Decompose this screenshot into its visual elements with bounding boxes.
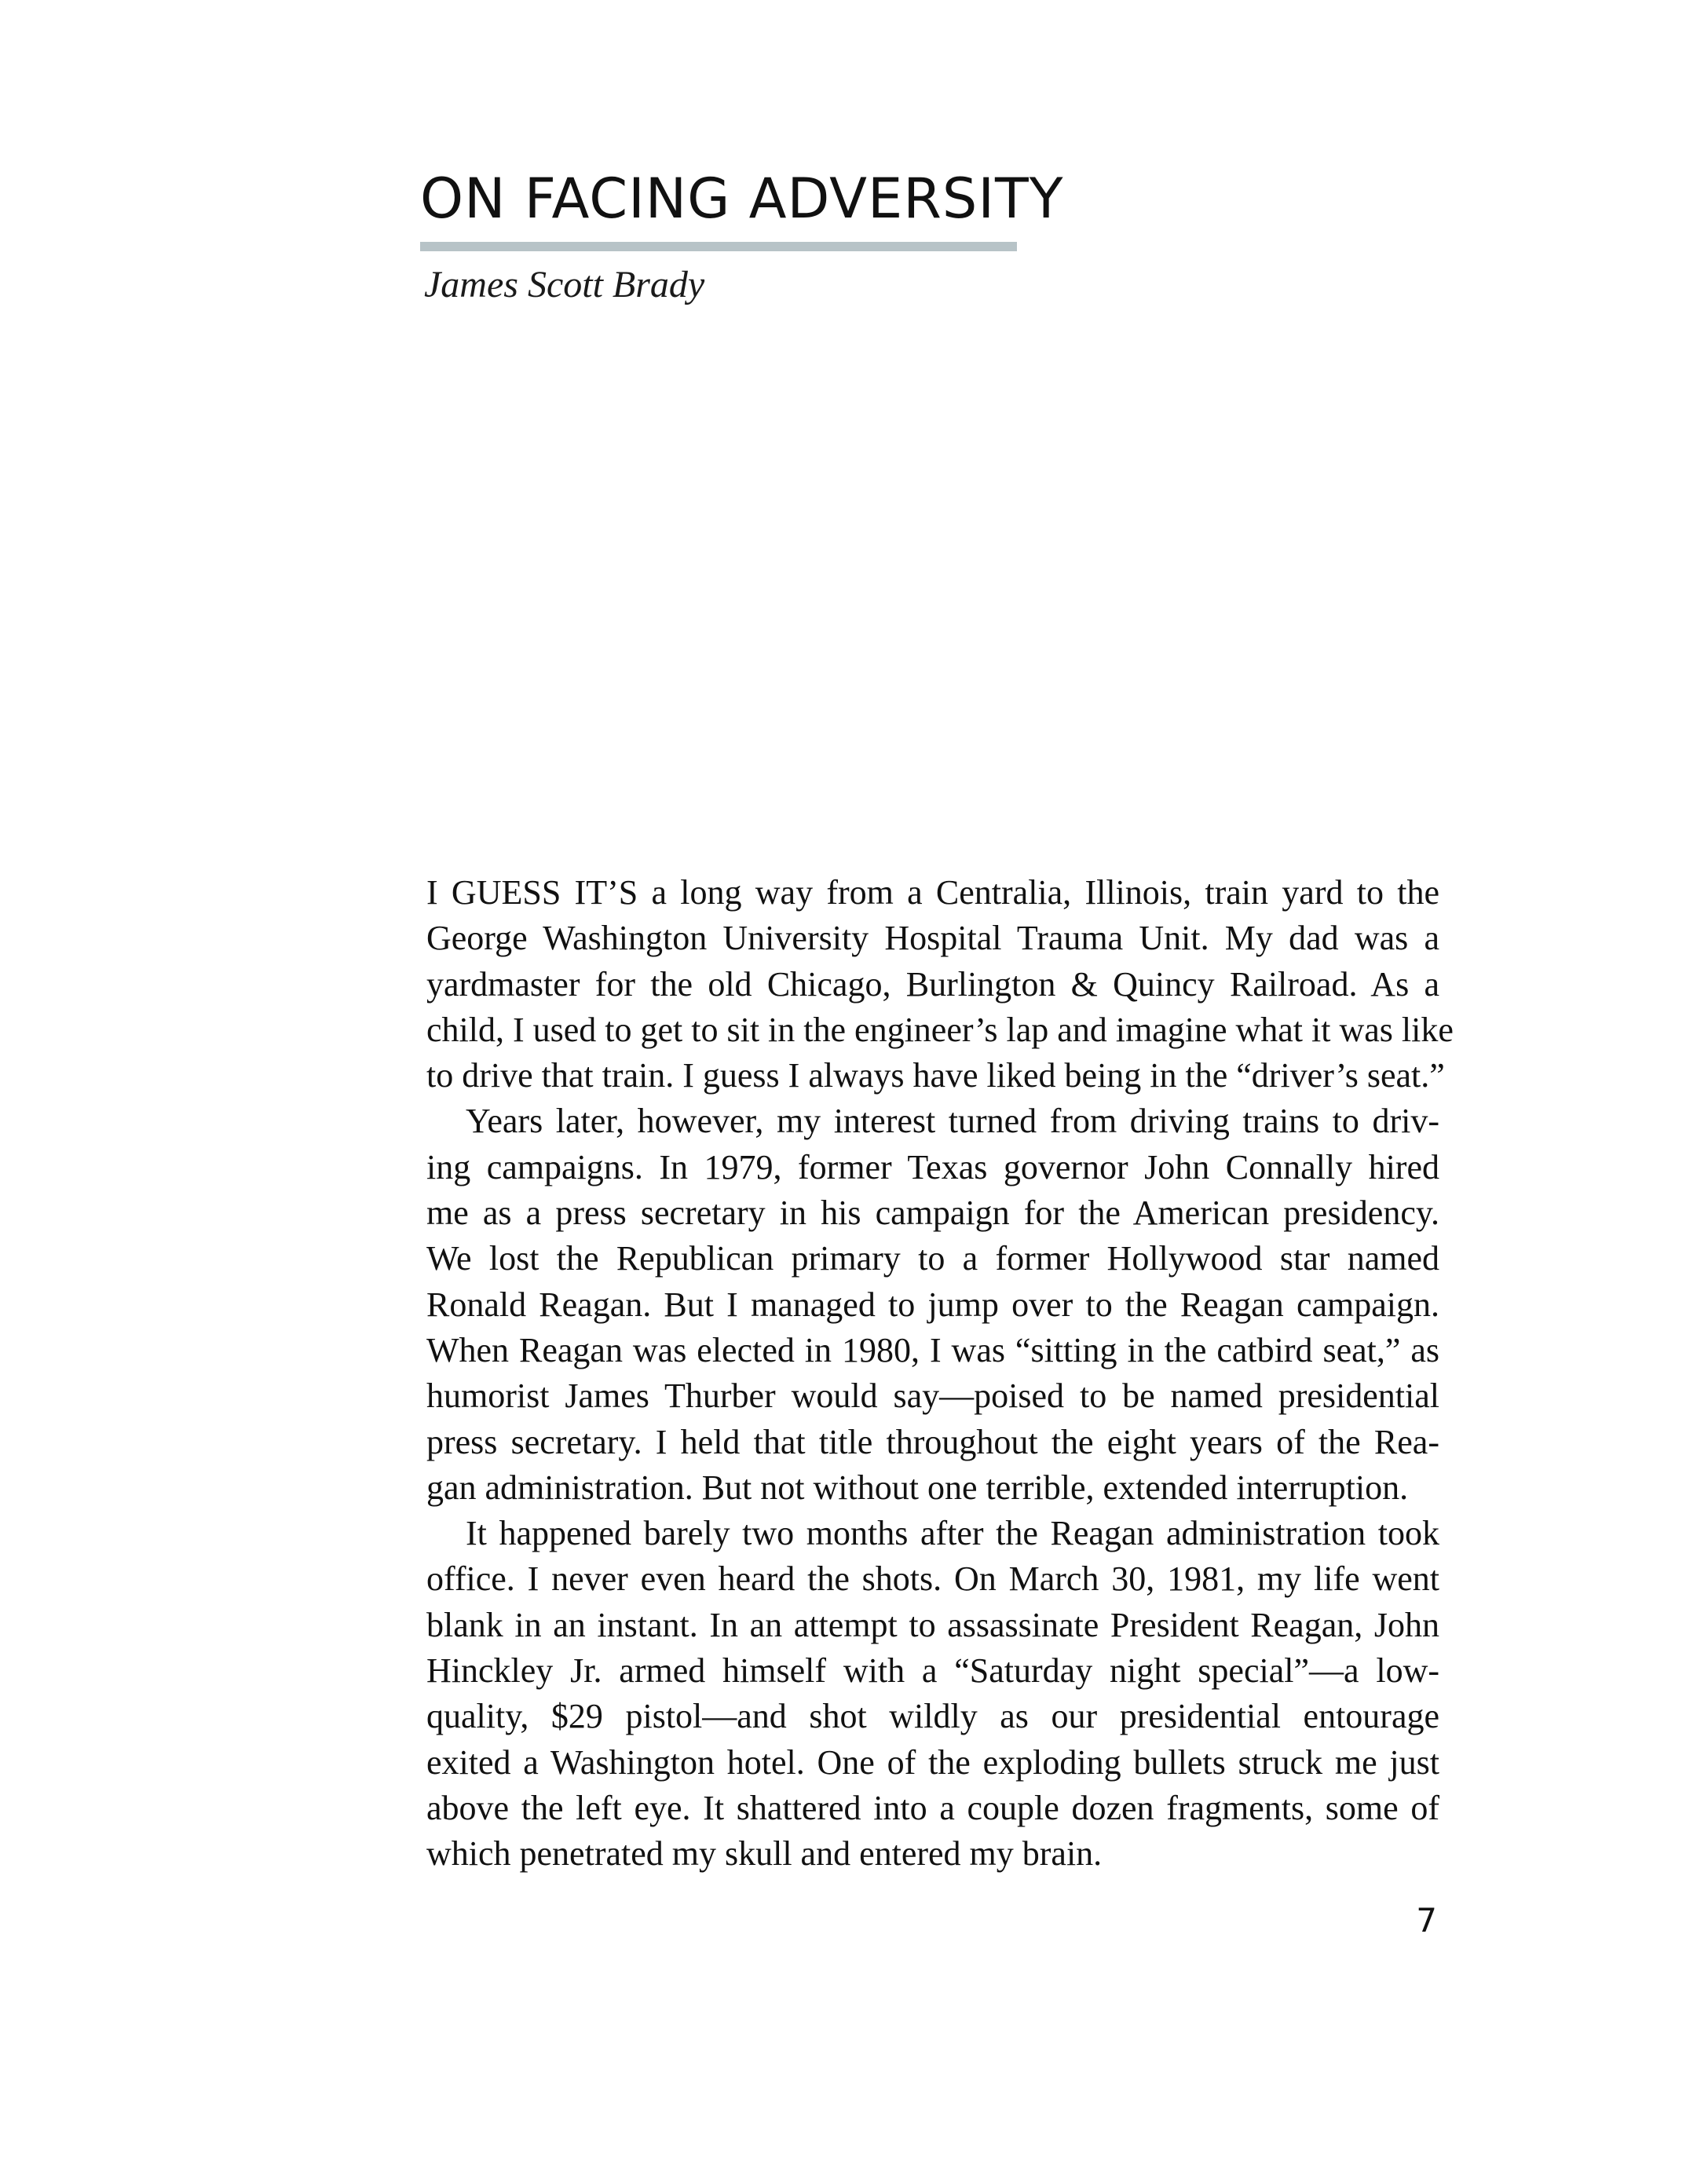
page-number: 7 bbox=[1416, 1901, 1437, 1940]
text-line: It happened barely two months after the Reagan administration took bbox=[466, 1514, 1439, 1553]
text-line: blank in an instant. In an attempt to assassinate President Reagan, John bbox=[426, 1605, 1439, 1644]
text-line: Hinckley Jr. armed himself with a “Saturday night special”—a low- bbox=[426, 1651, 1439, 1691]
text-line: gan administration. But not without one terrible, extended interruption. bbox=[426, 1468, 1409, 1507]
chapter-author: James Scott Brady bbox=[424, 264, 705, 305]
text-line: child, I used to get to sit in the engineer’s lap and imagine what it was like bbox=[426, 1010, 1454, 1049]
text-line: exited a Washington hotel. One of the exploding bullets struck me just bbox=[426, 1742, 1439, 1782]
paragraph-1 bbox=[426, 870, 1454, 1099]
title-underline-rule bbox=[420, 242, 1017, 251]
chapter-title: ON FACING ADVERSITY bbox=[420, 166, 1064, 231]
text-line: quality, $29 pistol—and shot wildly as our presidential entourage bbox=[426, 1697, 1439, 1736]
text-line: Years later, however, my interest turned from driving trains to driv- bbox=[466, 1102, 1439, 1141]
paragraph-3 bbox=[426, 1511, 1439, 1877]
text-line: above the left eye. It shattered into a couple dozen fragments, some of bbox=[426, 1788, 1439, 1827]
text-line: humorist James Thurber would say—poised to be named presidential bbox=[426, 1376, 1439, 1416]
text-line: George Washington University Hospital Trauma Unit. My dad was a bbox=[426, 919, 1439, 958]
text-line: Ronald Reagan. But I managed to jump over to the Reagan campaign. bbox=[426, 1285, 1439, 1324]
text-line: office. I never even heard the shots. On March 30, 1981, my life went bbox=[426, 1559, 1439, 1599]
text-line: me as a press secretary in his campaign for the American presidency. bbox=[426, 1194, 1439, 1233]
text-line: When Reagan was elected in 1980, I was “sitting in the catbird seat,” as bbox=[426, 1330, 1439, 1369]
text-line: yardmaster for the old Chicago, Burlington & Quincy Railroad. As a bbox=[426, 964, 1439, 1004]
text-line: to drive that train. I guess I always have liked being in the “driver’s seat.” bbox=[426, 1056, 1445, 1095]
paragraph-2 bbox=[426, 1099, 1439, 1511]
text-line: We lost the Republican primary to a former Hollywood star named bbox=[426, 1239, 1439, 1278]
text-line: I GUESS IT’S a long way from a Centralia, Illinois, train yard to the bbox=[426, 873, 1439, 912]
text-line: ing campaigns. In 1979, former Texas governor John Connally hired bbox=[426, 1147, 1439, 1186]
text-line: which penetrated my skull and entered my brain. bbox=[426, 1834, 1103, 1874]
text-line: press secretary. I held that title throughout the eight years of the Rea- bbox=[426, 1422, 1439, 1461]
body-text bbox=[426, 870, 1454, 1877]
